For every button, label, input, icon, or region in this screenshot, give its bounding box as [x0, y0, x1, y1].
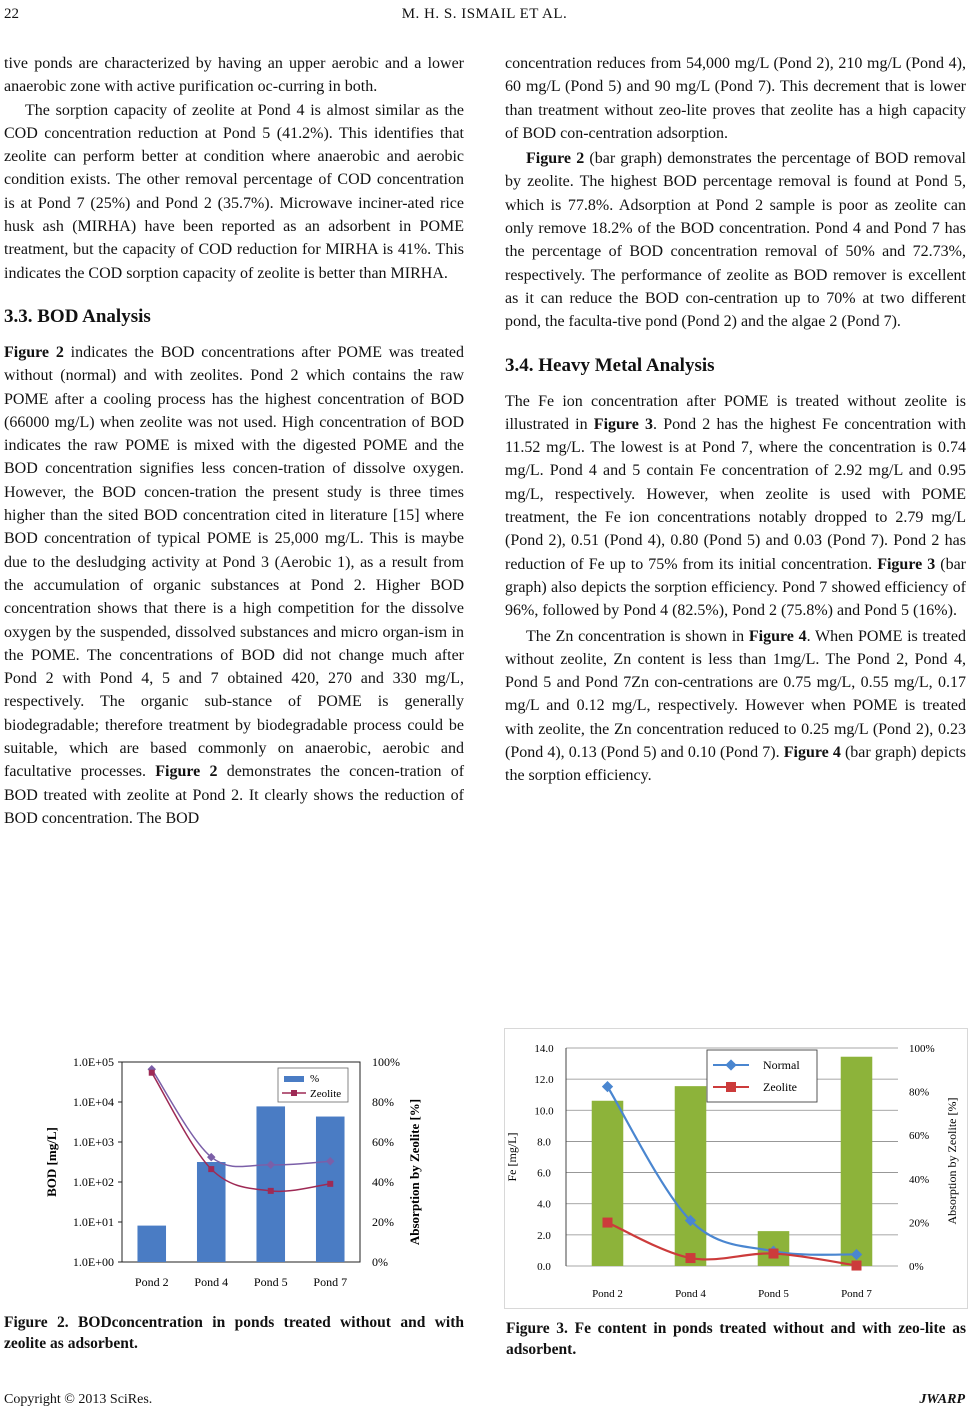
legend-label: Zeolite	[310, 1088, 342, 1100]
data-point	[149, 1070, 155, 1076]
series-line-normal	[608, 1087, 857, 1255]
paragraph-text: . When POME is treated without zeolite, Zn content is less than 1mg/L. The Pond 2, Pond 4, Pond 5 and Pond 7Zn con-centrations are 0.75 mg/L, 0.55 mg/L, 0.17 mg/L and 0.12 mg/L, respectively. However when POME is treated with zeolite, the Zn concentration reduced to 0.25 mg/L (Pond 2), 0.23 (Pond 4), 0.13 (Pond 5) and 0.10 (Pond 7).	[505, 627, 967, 762]
y2-tick-label: 20%	[372, 1215, 394, 1229]
legend-label: Zeolite	[763, 1080, 797, 1094]
bar	[841, 1057, 873, 1266]
right-column	[505, 52, 966, 788]
paragraph-text: (bar graph) also depicts the sorption efficiency. Pond 7 showed efficiency of 96%, followed by Pond 4 (82.5%), Pond 2 (75.8%) and Pond 5 (16%).	[505, 555, 967, 620]
y2-tick-label: 40%	[372, 1175, 394, 1189]
data-point	[686, 1253, 696, 1263]
page-number: 22	[4, 6, 19, 22]
y2-tick-label: 100%	[372, 1055, 400, 1069]
paragraph-text: The Zn concentration is shown in	[526, 627, 749, 645]
y2-axis-label: Absorption by Zeolite [%]	[407, 1098, 422, 1246]
y-tick-label: 6.0	[537, 1167, 551, 1180]
legend-swatch-marker	[726, 1082, 736, 1092]
paragraph-text: demonstrates the concen-tration of BOD treated with zeolite at Pond 2. It clearly shows the reduction of BOD concentration. The BOD	[4, 763, 465, 827]
legend-label: Normal	[763, 1058, 800, 1072]
x-tick-label: Pond 4	[675, 1288, 706, 1300]
section-heading: 3.3. BOD Analysis	[4, 305, 151, 327]
figure-ref: Figure 3	[593, 415, 654, 433]
x-tick-label: Pond 5	[253, 1275, 288, 1289]
figure-ref: Figure 2	[155, 763, 218, 781]
legend-label: %	[310, 1073, 320, 1085]
y-tick-label: 1.0E+05	[72, 1055, 114, 1069]
paragraph-text: The Fe ion concentration after POME is treated without zeolite is illustrated in	[505, 392, 966, 433]
figure-ref: Figure 4	[783, 744, 841, 762]
data-point	[602, 1081, 613, 1092]
x-tick-label: Pond 2	[134, 1275, 169, 1289]
y-tick-label: 1.0E+00	[72, 1255, 114, 1269]
figure-ref: Figure 4	[748, 627, 807, 645]
journal-name: JWARP	[919, 1392, 965, 1407]
y-axis-label: Fe [mg/L]	[505, 1132, 519, 1182]
y2-tick-label: 40%	[909, 1173, 930, 1186]
left-column	[4, 52, 464, 830]
legend-box	[707, 1050, 817, 1102]
y2-axis-label: Absorption by Zeolite [%]	[945, 1097, 959, 1225]
y-tick-label: 1.0E+03	[72, 1135, 114, 1149]
paragraph-text: (bar graph) depicts the sorption efficiency.	[505, 744, 967, 785]
paragraph: tive ponds are characterized by having an upper aerobic and a lower anaerobic zone with active purification oc-curring in both.	[4, 55, 464, 96]
x-tick-label: Pond 5	[758, 1288, 789, 1300]
paragraph-text: (bar graph) demonstrates the percentage of BOD removal by zeolite. The highest BOD percentage removal is found at Pond 5, which is 77.8%. Adsorption at Pond 2 sample is poor as zeolite can only remove 18.2% of the BOD concentration. Pond 4 and Pond 7 has the percentage of BOD concentration removal of 50% and 72.73%, respectively. The performance of zeolite as BOD remover is excellent as it can reduce the BOD con-centration up to 70% at two different pond, the faculta-tive pond (Pond 2) and the algae 2 (Pond 7).	[505, 150, 967, 331]
paragraph-text: indicates the BOD concentrations after POME was treated without (normal) and with zeolites. Pond 2 which contains the raw POME after a cooling process has the highest concentration of BOD (66000 mg/L) when zeolite was not used. High concentration of BOD indicates the raw POME is mixed with the digested POME and the BOD concentration signifies less concen-tration of dissolve oxygen. However, the BOD concen-tration the present study is three times higher than the sited BOD concentration cited in literature [15] where BOD concentration of typical POME is 25,000 mg/L. This is maybe due to the desludging activity at Pond 3 (Aerobic 1), as a result from the accumulation of organic substances at Pond 2. Higher BOD concentration shows that there is a high competition for the dissolve oxygen by the suspended, dissolved substances and micro organ-ism in the POME. The concentrations of BOD did not change much after Pond 2 with Pond 4, 5 and 7 obtained 420, 270 and 330 mg/L, respectively. The organic sub-stance of POME is generally biodegradable; therefore treatment by biodegradable process could be suitable, which are based commonly on anaerobic, aerobic and facultative processes.	[4, 343, 464, 781]
data-point	[327, 1181, 333, 1187]
y-tick-label: 1.0E+04	[72, 1095, 114, 1109]
bar	[256, 1106, 285, 1262]
y2-tick-label: 0%	[372, 1255, 388, 1269]
x-tick-label: Pond 7	[313, 1275, 348, 1289]
paragraph-text: . Pond 2 has the highest Fe concentration with 11.52 mg/L. The lowest is at Pond 7, where the concentration is 0.74 mg/L. Pond 4 and 5 contain Fe concentration of 2.92 mg/L and 0.95 mg/L, respectively. However, when zeolite is used with POME treatment, the Fe ion concentrations notably dropped to 2.79 mg/L (Pond 2), 0.51 (Pond 4), 0.80 (Pond 5) and 0.03 (Pond 7). Pond 2 has reduction of Fe up to 75% from its initial concentration.	[505, 415, 966, 573]
legend-swatch-bar	[284, 1076, 304, 1082]
copyright: Copyright © 2013 SciRes.	[4, 1392, 153, 1407]
y2-tick-label: 60%	[372, 1135, 394, 1149]
paragraph	[505, 147, 966, 333]
y2-tick-label: 80%	[909, 1086, 930, 1099]
x-tick-label: Pond 7	[841, 1288, 872, 1300]
figure-2-caption: Figure 2. BODconcentration in ponds treated without and with zeolite as adsorbent.	[4, 1314, 464, 1352]
y-tick-label: 4.0	[537, 1198, 551, 1211]
data-point	[208, 1166, 214, 1172]
x-tick-label: Pond 4	[194, 1275, 229, 1289]
paragraph	[505, 390, 966, 623]
figure-ref: Figure 2	[526, 150, 585, 168]
y-tick-label: 10.0	[534, 1105, 554, 1118]
data-point	[268, 1188, 274, 1194]
section-heading: 3.4. Heavy Metal Analysis	[505, 354, 715, 376]
y2-tick-label: 80%	[372, 1095, 394, 1109]
figure-2-bod-chart	[0, 1040, 470, 1302]
y-tick-label: 1.0E+02	[72, 1175, 114, 1189]
bar	[316, 1117, 345, 1262]
figure-ref: Figure 2	[4, 343, 64, 361]
y-tick-label: 0.0	[537, 1261, 551, 1273]
y-tick-label: 14.0	[534, 1043, 554, 1055]
y2-tick-label: 60%	[909, 1130, 930, 1143]
legend-swatch-marker	[291, 1090, 297, 1096]
paragraph	[505, 625, 966, 788]
data-point	[603, 1218, 613, 1228]
bar	[675, 1086, 707, 1266]
figure-ref: Figure 3	[877, 555, 936, 573]
y-axis-label: BOD [mg/L]	[44, 1127, 59, 1197]
figure-3-fe-chart	[504, 1028, 969, 1310]
y-tick-label: 8.0	[537, 1136, 551, 1149]
y2-tick-label: 20%	[909, 1217, 930, 1230]
y-tick-label: 2.0	[537, 1229, 551, 1242]
paragraph: The sorption capacity of zeolite at Pond 4 is almost similar as the COD concentration reduction at Pond 5 (41.2%). This identifies that zeolite can perform better at condition where anaerobic and aerobic condition exists. The other removal percentage of COD concentration is at Pond 7 (25%) and Pond 2 (35.7%). Microwave inciner-ated rice husk ash (MIRHA) have been reported as an adsorbent in POME treatment, but the capacity of COD reduction for MIRHA is 41%. This indicates the COD sorption capacity of zeolite is better than MIRHA.	[4, 101, 464, 282]
bar	[137, 1226, 166, 1262]
figure-3-caption: Figure 3. Fe content in ponds treated without and with zeo-lite as adsorbent.	[506, 1320, 966, 1358]
y-tick-label: 1.0E+01	[72, 1215, 114, 1229]
running-authors: M. H. S. ISMAIL ET AL.	[401, 6, 568, 22]
data-point	[769, 1249, 779, 1259]
y2-tick-label: 100%	[909, 1043, 935, 1055]
page-header	[0, 6, 969, 26]
y2-tick-label: 0%	[909, 1261, 924, 1273]
bar	[592, 1101, 624, 1266]
data-point	[852, 1261, 862, 1271]
x-tick-label: Pond 2	[592, 1288, 623, 1300]
y-tick-label: 12.0	[534, 1074, 554, 1087]
paragraph	[4, 341, 464, 830]
paragraph: concentration reduces from 54,000 mg/L (Pond 2), 210 mg/L (Pond 4), 60 mg/L (Pond 5) and 90 mg/L (Pond 7). This decrement that is lower than treatment without zeo-lite proves that zeolite has a high capacity of BOD con-centration adsorption.	[505, 55, 966, 142]
